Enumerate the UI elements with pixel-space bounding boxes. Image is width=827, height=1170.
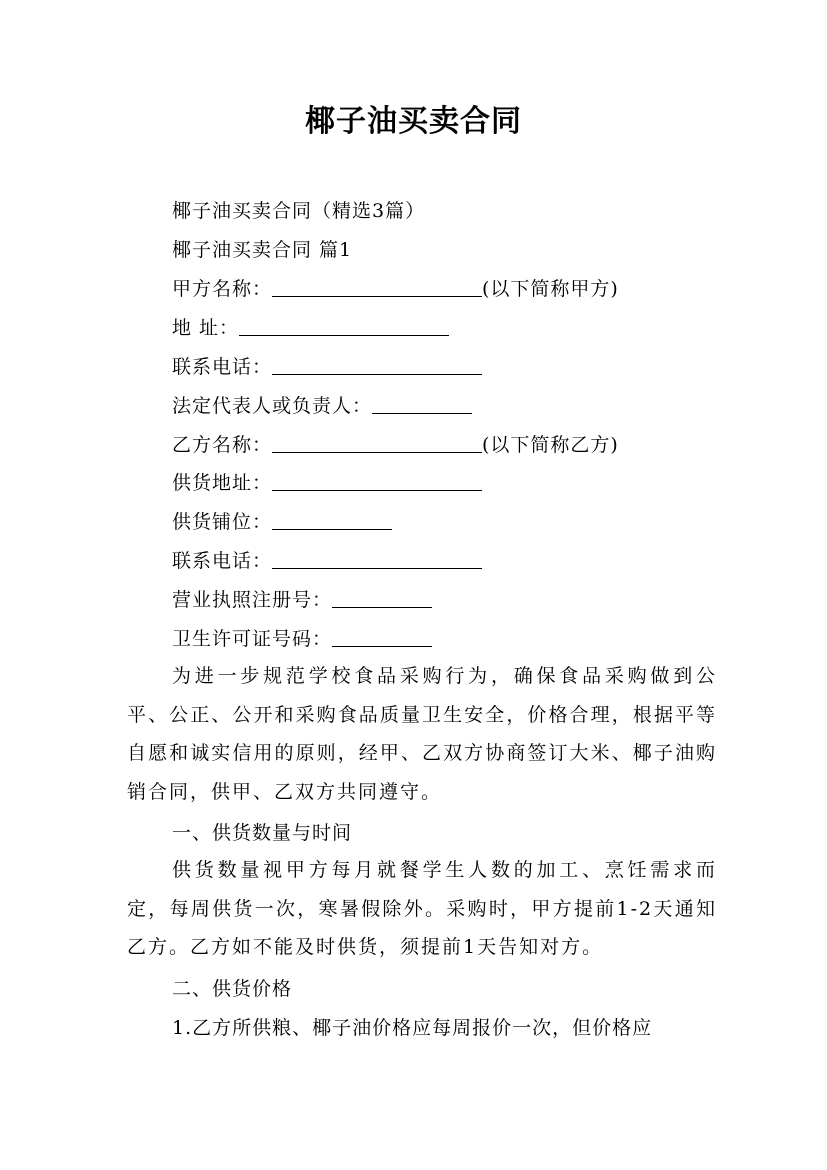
document-subtitle [172, 197, 425, 225]
legal-rep-blank [372, 395, 472, 414]
supply-address-blank [272, 472, 482, 491]
party-a-name-blank [272, 278, 482, 297]
clause-1-heading [172, 819, 352, 847]
phone-row-2 [172, 547, 482, 575]
supply-shop-blank [272, 511, 392, 530]
phone-label-2: 联系电话： [172, 550, 273, 572]
party-a-name-row [172, 275, 619, 303]
legal-rep-label: 法定代表人或负责人： [172, 395, 373, 417]
address-row [172, 314, 449, 342]
clause-1-heading-text: 一、供货数量与时间 [172, 822, 353, 844]
address-label: 地 址： [172, 317, 240, 339]
party-b-name-label: 乙方名称： [172, 434, 273, 456]
health-permit-label: 卫生许可证号码： [172, 628, 333, 650]
health-permit-row [172, 625, 432, 653]
clause-2-heading [172, 975, 292, 1003]
phone-label-1: 联系电话： [172, 356, 273, 378]
clause-2-item-1 [172, 1014, 652, 1042]
health-permit-blank [332, 628, 432, 647]
business-license-blank [332, 589, 432, 608]
business-license-row [172, 586, 432, 614]
legal-rep-row [172, 392, 472, 420]
subtitle-text: 椰子油买卖合同（精选3篇） [172, 200, 426, 222]
supply-address-row [172, 469, 482, 497]
phone-blank-1 [272, 356, 482, 375]
address-blank [239, 317, 449, 336]
section-heading [172, 236, 352, 264]
supply-shop-row [172, 508, 392, 536]
supply-shop-label: 供货铺位： [172, 511, 273, 533]
clause-2-heading-text: 二、供货价格 [172, 978, 293, 1000]
clause-1-text: 供货数量视甲方每月就餐学生人数的加工、烹饪需求而定，每周供货一次，寒暑假除外。采购时，甲方提前1-2天通知乙方。乙方如不能及时供货，须提前1天告知对方。 [127, 859, 717, 958]
party-b-name-blank [272, 434, 482, 453]
business-license-label: 营业执照注册号： [172, 589, 333, 611]
party-a-name-suffix: (以下简称甲方) [482, 278, 619, 300]
intro-paragraph: 为进一步规范学校食品采购行为，确保食品采购做到公平、公正、公开和采购食品质量卫生安全，价格合理，根据平等自愿和诚实信用的原则，经甲、乙双方协商签订大米、椰子油购销合同，供甲、乙双方共同遵守。 [127, 665, 717, 803]
party-b-name-row [172, 431, 619, 459]
section-heading-text: 椰子油买卖合同 篇1 [172, 239, 353, 261]
party-a-name-label: 甲方名称： [172, 278, 273, 300]
phone-blank-2 [272, 550, 482, 569]
party-b-name-suffix: (以下简称乙方) [482, 434, 619, 456]
phone-row-1 [172, 353, 482, 381]
supply-address-label: 供货地址： [172, 472, 273, 494]
document-title: 椰子油买卖合同 [305, 104, 522, 139]
clause-2-item-1-text: 1.乙方所供粮、椰子油价格应每周报价一次，但价格应 [172, 1017, 653, 1039]
